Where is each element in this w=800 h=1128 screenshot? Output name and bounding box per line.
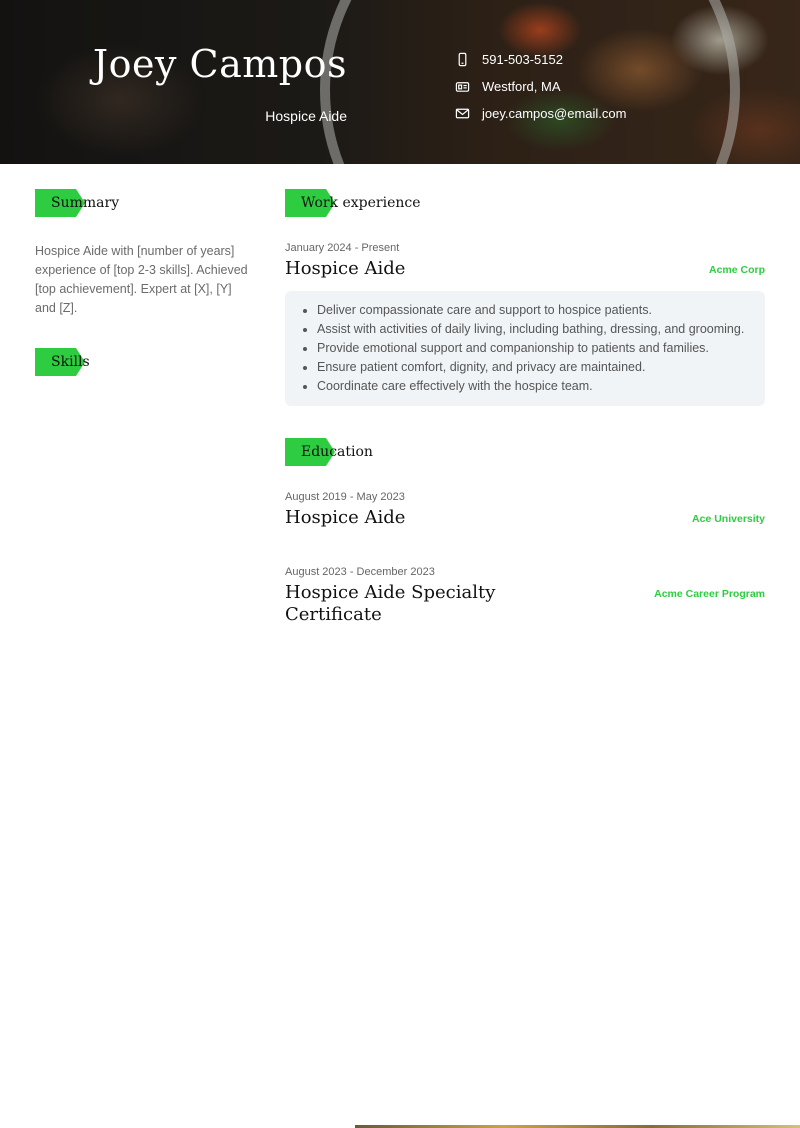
education-school: Ace University (692, 513, 765, 525)
candidate-title: Hospice Aide (265, 108, 347, 124)
work-bullet: • Ensure patient comfort, dignity, and privacy are maintained. (317, 358, 765, 377)
education-school: Acme Career Program (654, 588, 765, 600)
contact-list (455, 46, 626, 127)
education-date: August 2023 - December 2023 (285, 566, 435, 578)
location-icon (455, 79, 470, 94)
work-bullet: • Deliver compassionate care and support to hospice patients. (317, 301, 765, 320)
work-heading-label: Work experience (301, 195, 421, 211)
summary-text: Hospice Aide with [number of years] experience of [top 2-3 skills]. Achieved [top achievement]. Expert at [X], [Y] and [Z]. (35, 244, 248, 315)
education-degree: Hospice Aide (285, 507, 406, 528)
education-heading-label: Education (301, 444, 373, 460)
education-date: August 2019 - May 2023 (285, 491, 405, 503)
education-entry (285, 491, 765, 529)
work-bullet: • Assist with activities of daily living, including bathing, dressing, and grooming. (317, 320, 765, 339)
summary-heading-label: Summary (51, 195, 120, 211)
phone-icon (455, 52, 470, 67)
education-heading (285, 438, 373, 466)
work-bullet: • Provide emotional support and companionship to patients and families. (317, 339, 765, 358)
contact-phone (455, 46, 626, 73)
education-degree: Hospice Aide Specialty Certificate (285, 582, 496, 625)
work-bullet: • Coordinate care effectively with the hospice team. (317, 377, 765, 396)
skills-heading (35, 348, 90, 376)
phone-text[interactable]: 591-503-5152 (482, 52, 563, 67)
work-role: Hospice Aide (285, 258, 406, 279)
contact-email (455, 100, 626, 127)
header-banner (0, 0, 800, 164)
work-heading (285, 189, 421, 217)
skills-heading-label: Skills (51, 354, 90, 370)
work-org: Acme Corp (708, 264, 765, 276)
work-bullets (285, 301, 765, 396)
summary-heading (35, 189, 119, 217)
location-text: Westford, MA (482, 79, 561, 94)
contact-location (455, 73, 626, 100)
work-date: January 2024 - Present (285, 242, 400, 254)
education-entry (285, 566, 765, 626)
work-entry (285, 242, 765, 280)
work-bullets-panel (285, 291, 765, 406)
candidate-name: Joey Campos (92, 42, 347, 86)
mail-icon (455, 106, 470, 121)
email-text[interactable]: joey.campos@email.com (482, 106, 627, 121)
